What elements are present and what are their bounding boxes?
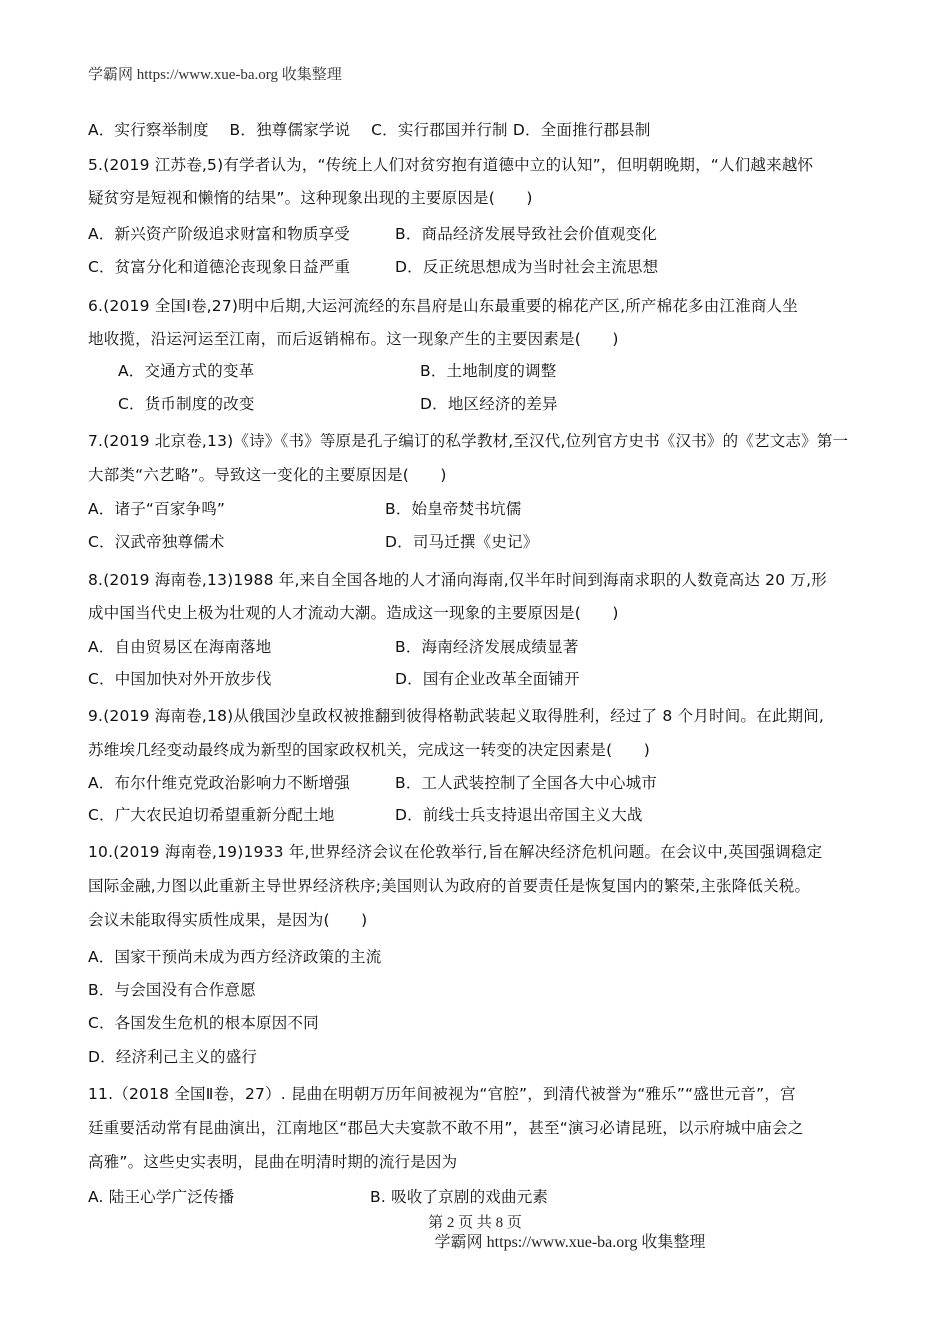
option-b: D．国有企业改革全面铺开 <box>395 670 580 688</box>
text-line: 11.（2018 全国Ⅱ卷，27）. 昆曲在明朝万历年间被视为“官腔”，到清代被誉为“雅乐”“盛世元音”，宫 <box>88 1085 796 1103</box>
option-a: A．交通方式的变革 <box>118 362 255 380</box>
option-a: A．自由贸易区在海南落地 <box>88 638 272 656</box>
option-a: A．新兴资产阶级追求财富和物质享受 <box>88 225 351 243</box>
text-line: D．经济利己主义的盛行 <box>88 1048 258 1066</box>
text-line: 疑贫穷是短视和懒惰的结果”。这种现象出现的主要原因是( ) <box>88 189 533 207</box>
option-b: B．土地制度的调整 <box>420 362 557 380</box>
text-line: A．国家干预尚未成为西方经济政策的主流 <box>88 948 382 966</box>
option-b: D．地区经济的差异 <box>420 395 558 413</box>
text-line: 8.(2019 海南卷,13)1988 年,来自全国各地的人才涌向海南,仅半年时间到海南求职的人数竟高达 20 万,形 <box>88 571 827 589</box>
text-line: 成中国当代史上极为壮观的人才流动大潮。造成这一现象的主要原因是( ) <box>88 604 619 622</box>
option-b: B．工人武装控制了全国各大中心城市 <box>395 774 658 792</box>
option-a: C．中国加快对外开放步伐 <box>88 670 272 688</box>
page-number: 第 2 页 共 8 页 <box>428 1215 522 1231</box>
text-line: C．各国发生危机的根本原因不同 <box>88 1014 319 1032</box>
text-line: 会议未能取得实质性成果，是因为( ) <box>88 911 368 929</box>
option-b: D．前线士兵支持退出帝国主义大战 <box>395 806 643 824</box>
option-b: D．司马迁撰《史记》 <box>385 533 539 551</box>
option-b: B. 吸收了京剧的戏曲元素 <box>370 1188 549 1206</box>
option-a: C．广大农民迫切希望重新分配土地 <box>88 806 335 824</box>
text-line: 6.(2019 全国Ⅰ卷,27)明中后期,大运河流经的东昌府是山东最重要的棉花产区,所产棉花多由江淮商人坐 <box>88 297 798 315</box>
text-line: 大部类“六艺略”。导致这一变化的主要原因是( ) <box>88 466 447 484</box>
option-a: C．货币制度的改变 <box>118 395 255 413</box>
text-line: 苏维埃几经变动最终成为新型的国家政权机关，完成这一转变的决定因素是( ) <box>88 741 650 759</box>
text-line: 5.(2019 江苏卷,5)有学者认为，“传统上人们对贫穷抱有道德中立的认知”，但明朝晚期，“人们越来越怀 <box>88 156 814 174</box>
option-b: D．反正统思想成为当时社会主流思想 <box>395 258 659 276</box>
text-line: 7.(2019 北京卷,13)《诗》《书》等原是孔子编订的私学教材,至汉代,位列官方史书《汉书》的《艺文志》第一 <box>88 432 849 450</box>
option-a: A. 陆王心学广泛传播 <box>88 1188 235 1206</box>
text-line: 国际金融,力图以此重新主导世界经济秩序;美国则认为政府的首要责任是恢复国内的繁荣,主张降低关税。 <box>88 877 811 895</box>
option-a: C．贫富分化和道德沦丧现象日益严重 <box>88 258 351 276</box>
text-line: 10.(2019 海南卷,19)1933 年,世界经济会议在伦敦举行,旨在解决经济危机问题。在会议中,英国强调稳定 <box>88 843 823 861</box>
option-b: B．始皇帝焚书坑儒 <box>385 500 522 518</box>
text-line: 地收揽，沿运河运至江南，而后返销棉布。这一现象产生的主要因素是( ) <box>88 330 619 348</box>
text-line: A．实行察举制度 B．独尊儒家学说 C．实行郡国并行制 D．全面推行郡县制 <box>88 121 651 139</box>
text-line: 高雅”。这些史实表明，昆曲在明清时期的流行是因为 <box>88 1153 458 1171</box>
text-line: 9.(2019 海南卷,18)从俄国沙皇政权被推翻到彼得格勒武装起义取得胜利，经过了 8 个月时间。在此期间, <box>88 707 825 725</box>
option-b: B．商品经济发展导致社会价值观变化 <box>395 225 658 243</box>
option-a: A．布尔什维克党政治影响力不断增强 <box>88 774 351 792</box>
page-footer: 学霸网 https://www.xue-ba.org 收集整理 <box>434 1234 706 1251</box>
text-line: B．与会国没有合作意愿 <box>88 981 256 999</box>
text-line: 廷重要活动常有昆曲演出，江南地区“郡邑大夫宴款不敢不用”，甚至“演习必请昆班，以示府城中庙会之 <box>88 1119 804 1137</box>
page-header: 学霸网 https://www.xue-ba.org 收集整理 <box>88 67 342 83</box>
option-a: C．汉武帝独尊儒术 <box>88 533 225 551</box>
option-a: A．诸子“百家争鸣” <box>88 500 226 518</box>
option-b: B．海南经济发展成绩显著 <box>395 638 579 656</box>
